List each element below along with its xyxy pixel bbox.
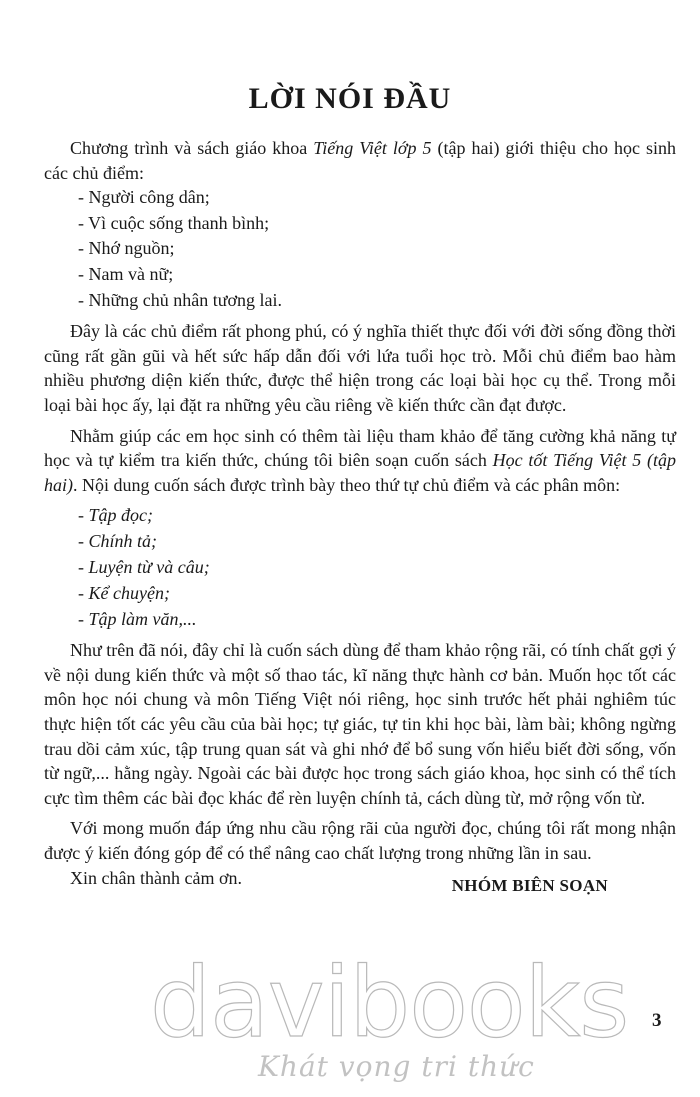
paragraph-3 [44,424,676,498]
paragraph-5: Với mong muốn đáp ứng nhu cầu rộng rãi của người đọc, chúng tôi rất mong nhận được ý kiến đóng góp để có thể nâng cao chất lượng trong những lần in sau. [44,818,676,864]
page-title: LỜI NÓI ĐẦU [248,82,452,115]
theme-list [44,185,676,313]
para-3-text-b: . Nội dung cuốn sách được trình bày theo thứ tự chủ điểm và các phân môn: [73,474,621,495]
list-item: - Chính tả; [78,531,157,552]
para-3-text-a: Nhằm giúp các em học sinh có thêm tài liệu tham khảo để tăng cường khả năng tự học và tự kiểm tra kiến thức, chúng tôi biên soạn cuốn sách [44,425,676,471]
list-item: - Tập làm văn,... [78,608,197,629]
closing-line: Xin chân thành cảm ơn. [70,867,242,888]
intro-paragraph [44,136,676,185]
list-item: - Kể chuyện; [78,582,170,603]
list-item: - Nam và nữ; [78,263,174,284]
list-item: - Nhớ nguồn; [78,238,175,259]
list-item: - Những chủ nhân tương lai. [78,289,282,310]
preface-body [44,136,676,890]
list-item: - Người công dân; [78,187,210,208]
intro-text-b: (tập hai) giới thiệu cho học sinh các chủ điểm: [44,138,677,183]
list-item: - Luyện từ và câu; [78,556,210,577]
watermark-brand: davibooks [150,947,629,1059]
paragraph-2: Đây là các chủ điểm rất phong phú, có ý nghĩa thiết thực đối với đời sống đồng thời cũng rất gần gũi và hết sức hấp dẫn đối với lứa tuổi học trò. Mỗi chủ điểm bao hàm nhiều phương diện kiến thức, được thể hiện trong các loại bài học cụ thể. Trong mỗi loại bài học ấy, lại đặt ra những yêu cầu riêng về kiến thức cần đạt được. [44,321,676,415]
subject-list [44,503,676,632]
page-number: 3 [652,1010,662,1031]
intro-book-title: Tiếng Việt lớp 5 [313,138,432,158]
author-signature: NHÓM BIÊN SOẠN [451,876,608,895]
para-3-book-title: Học tốt Tiếng Việt 5 (tập hai) [44,450,676,495]
paragraph-4: Như trên đã nói, đây chỉ là cuốn sách dùng để tham khảo rộng rãi, có tính chất gợi ý về nội dung kiến thức và một số thao tác, kĩ năng thực hành cơ bản. Muốn học tốt các môn học nói chung và môn Tiếng Việt nói riêng, học sinh trước hết phải nghiêm túc thực hiện tốt các yêu cầu của bài học; tự giác, tự tin khi học bài, làm bài; không ngừng trau dồi cảm xúc, tập trung quan sát và ghi nhớ để bổ sung vốn hiểu biết đời sống, vốn từ ngữ,... hằng ngày. Ngoài các bài được học trong sách giáo khoa, học sinh có thể tích cực tìm thêm các bài đọc khác để rèn luyện chính tả, cách dùng từ, mở rộng vốn từ. [44,640,676,808]
list-item: - Vì cuộc sống thanh bình; [78,212,270,233]
watermark-tagline: Khát vọng tri thức [258,1050,535,1083]
list-item: - Tập đọc; [78,505,153,526]
intro-text-a: Chương trình và sách giáo khoa [70,138,314,158]
